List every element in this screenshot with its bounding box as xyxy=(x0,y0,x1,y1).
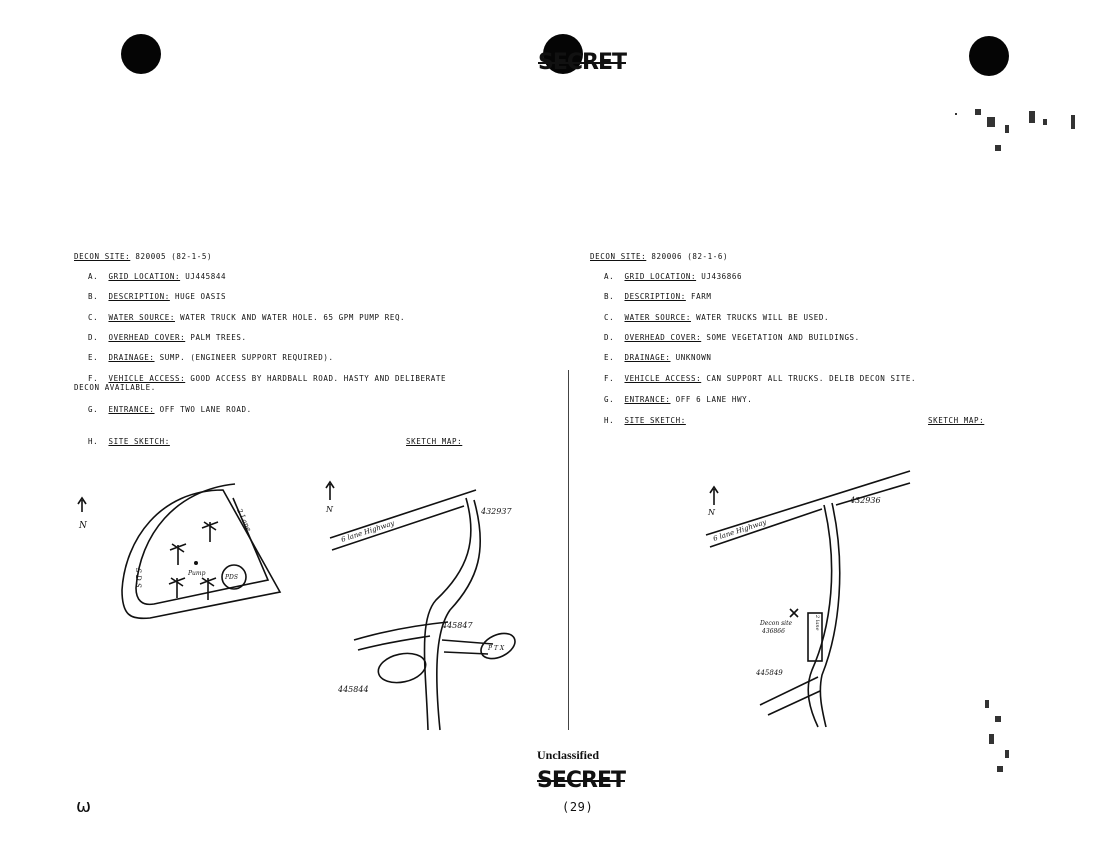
oasis-ellipse-icon xyxy=(376,649,429,686)
left-item-d: D. OVERHEAD COVER: PALM TREES. xyxy=(88,333,247,342)
footer-classification: SECRET xyxy=(537,768,625,793)
right-item-b: B. DESCRIPTION: FARM xyxy=(604,292,712,301)
decon-site-label: Decon site xyxy=(760,620,793,627)
column-divider xyxy=(568,370,569,730)
grid-label-432937: 432937 xyxy=(481,507,512,516)
grid-label-445844: 445844 xyxy=(338,685,369,694)
left-item-b: B. DESCRIPTION: HUGE OASIS xyxy=(88,292,227,301)
corner-mark: ω xyxy=(76,796,92,817)
site-x-marker-icon xyxy=(790,609,798,617)
road-label-sds: S D S xyxy=(134,568,142,588)
left-sketch-map xyxy=(318,470,568,740)
pds-label: PDS xyxy=(225,574,238,581)
page-number: (29) xyxy=(562,800,594,814)
north-arrow-icon xyxy=(710,487,718,505)
highway-label: 6 lane Highway xyxy=(340,519,396,544)
highway-label: 6 lane Highway xyxy=(712,518,768,543)
right-item-a: A. GRID LOCATION: UJ436866 xyxy=(604,272,743,281)
left-item-h: H. SITE SKETCH: xyxy=(88,437,170,446)
left-item-c: C. WATER SOURCE: WATER TRUCK AND WATER HOLE. 65 GPM PUMP REQ. xyxy=(88,313,406,322)
right-item-e: E. DRAINAGE: UNKNOWN xyxy=(604,353,712,362)
right-item-g: G. ENTRANCE: OFF 6 LANE HWY. xyxy=(604,395,753,404)
punch-hole-right xyxy=(969,36,1009,76)
scan-noise-bottom-right xyxy=(975,690,1035,780)
header-classification: SECRET xyxy=(538,50,626,75)
north-arrow-icon xyxy=(326,482,334,500)
pump-label: Pump xyxy=(188,570,206,577)
footer-unclassified: Unclassified xyxy=(537,748,600,762)
right-sketch-map xyxy=(700,465,920,730)
grid-label-445847: 445847 xyxy=(442,621,473,630)
grid-label-432936: 432936 xyxy=(850,496,881,505)
palm-tree-icon xyxy=(169,522,218,600)
right-title: DECON SITE: 820006 (82-1-6) xyxy=(590,252,729,261)
right-item-d: D. OVERHEAD COVER: SOME VEGETATION AND BUILDINGS. xyxy=(604,333,860,342)
right-sketch-map-label: SKETCH MAP: xyxy=(928,416,985,425)
left-item-f: F. VEHICLE ACCESS: GOOD ACCESS BY HARDBALL ROAD. HASTY AND DELIBERATE xyxy=(88,374,447,383)
decon-symbol-label: P T X xyxy=(488,645,505,652)
left-site-sketch xyxy=(70,480,290,630)
left-title: DECON SITE: 820005 (82-1-5) xyxy=(74,252,213,261)
left-item-a: A. GRID LOCATION: UJ445844 xyxy=(88,272,227,281)
road-label-2-lane: 2 lane xyxy=(814,615,820,631)
right-item-h: H. SITE SKETCH: xyxy=(604,416,686,425)
decon-grid-label: 436866 xyxy=(762,628,785,635)
pump-marker-icon xyxy=(194,561,198,565)
scan-noise-top-right xyxy=(945,105,1085,165)
north-label: N xyxy=(326,505,333,514)
punch-hole-left xyxy=(121,34,161,74)
left-item-f-continued: DECON AVAILABLE. xyxy=(74,383,156,392)
right-item-f: F. VEHICLE ACCESS: CAN SUPPORT ALL TRUCKS. DELIB DECON SITE. xyxy=(604,374,917,383)
north-label: N xyxy=(79,521,87,531)
north-label: N xyxy=(708,508,715,517)
left-sketch-map-label: SKETCH MAP: xyxy=(406,437,463,446)
left-item-e: E. DRAINAGE: SUMP. (ENGINEER SUPPORT REQUIRED). xyxy=(88,353,334,362)
road-label-2-lane: 2 Lane xyxy=(235,507,253,533)
grid-label-445849: 445849 xyxy=(756,669,783,677)
left-item-g: G. ENTRANCE: OFF TWO LANE ROAD. xyxy=(88,405,252,414)
right-item-c: C. WATER SOURCE: WATER TRUCKS WILL BE USED. xyxy=(604,313,830,322)
